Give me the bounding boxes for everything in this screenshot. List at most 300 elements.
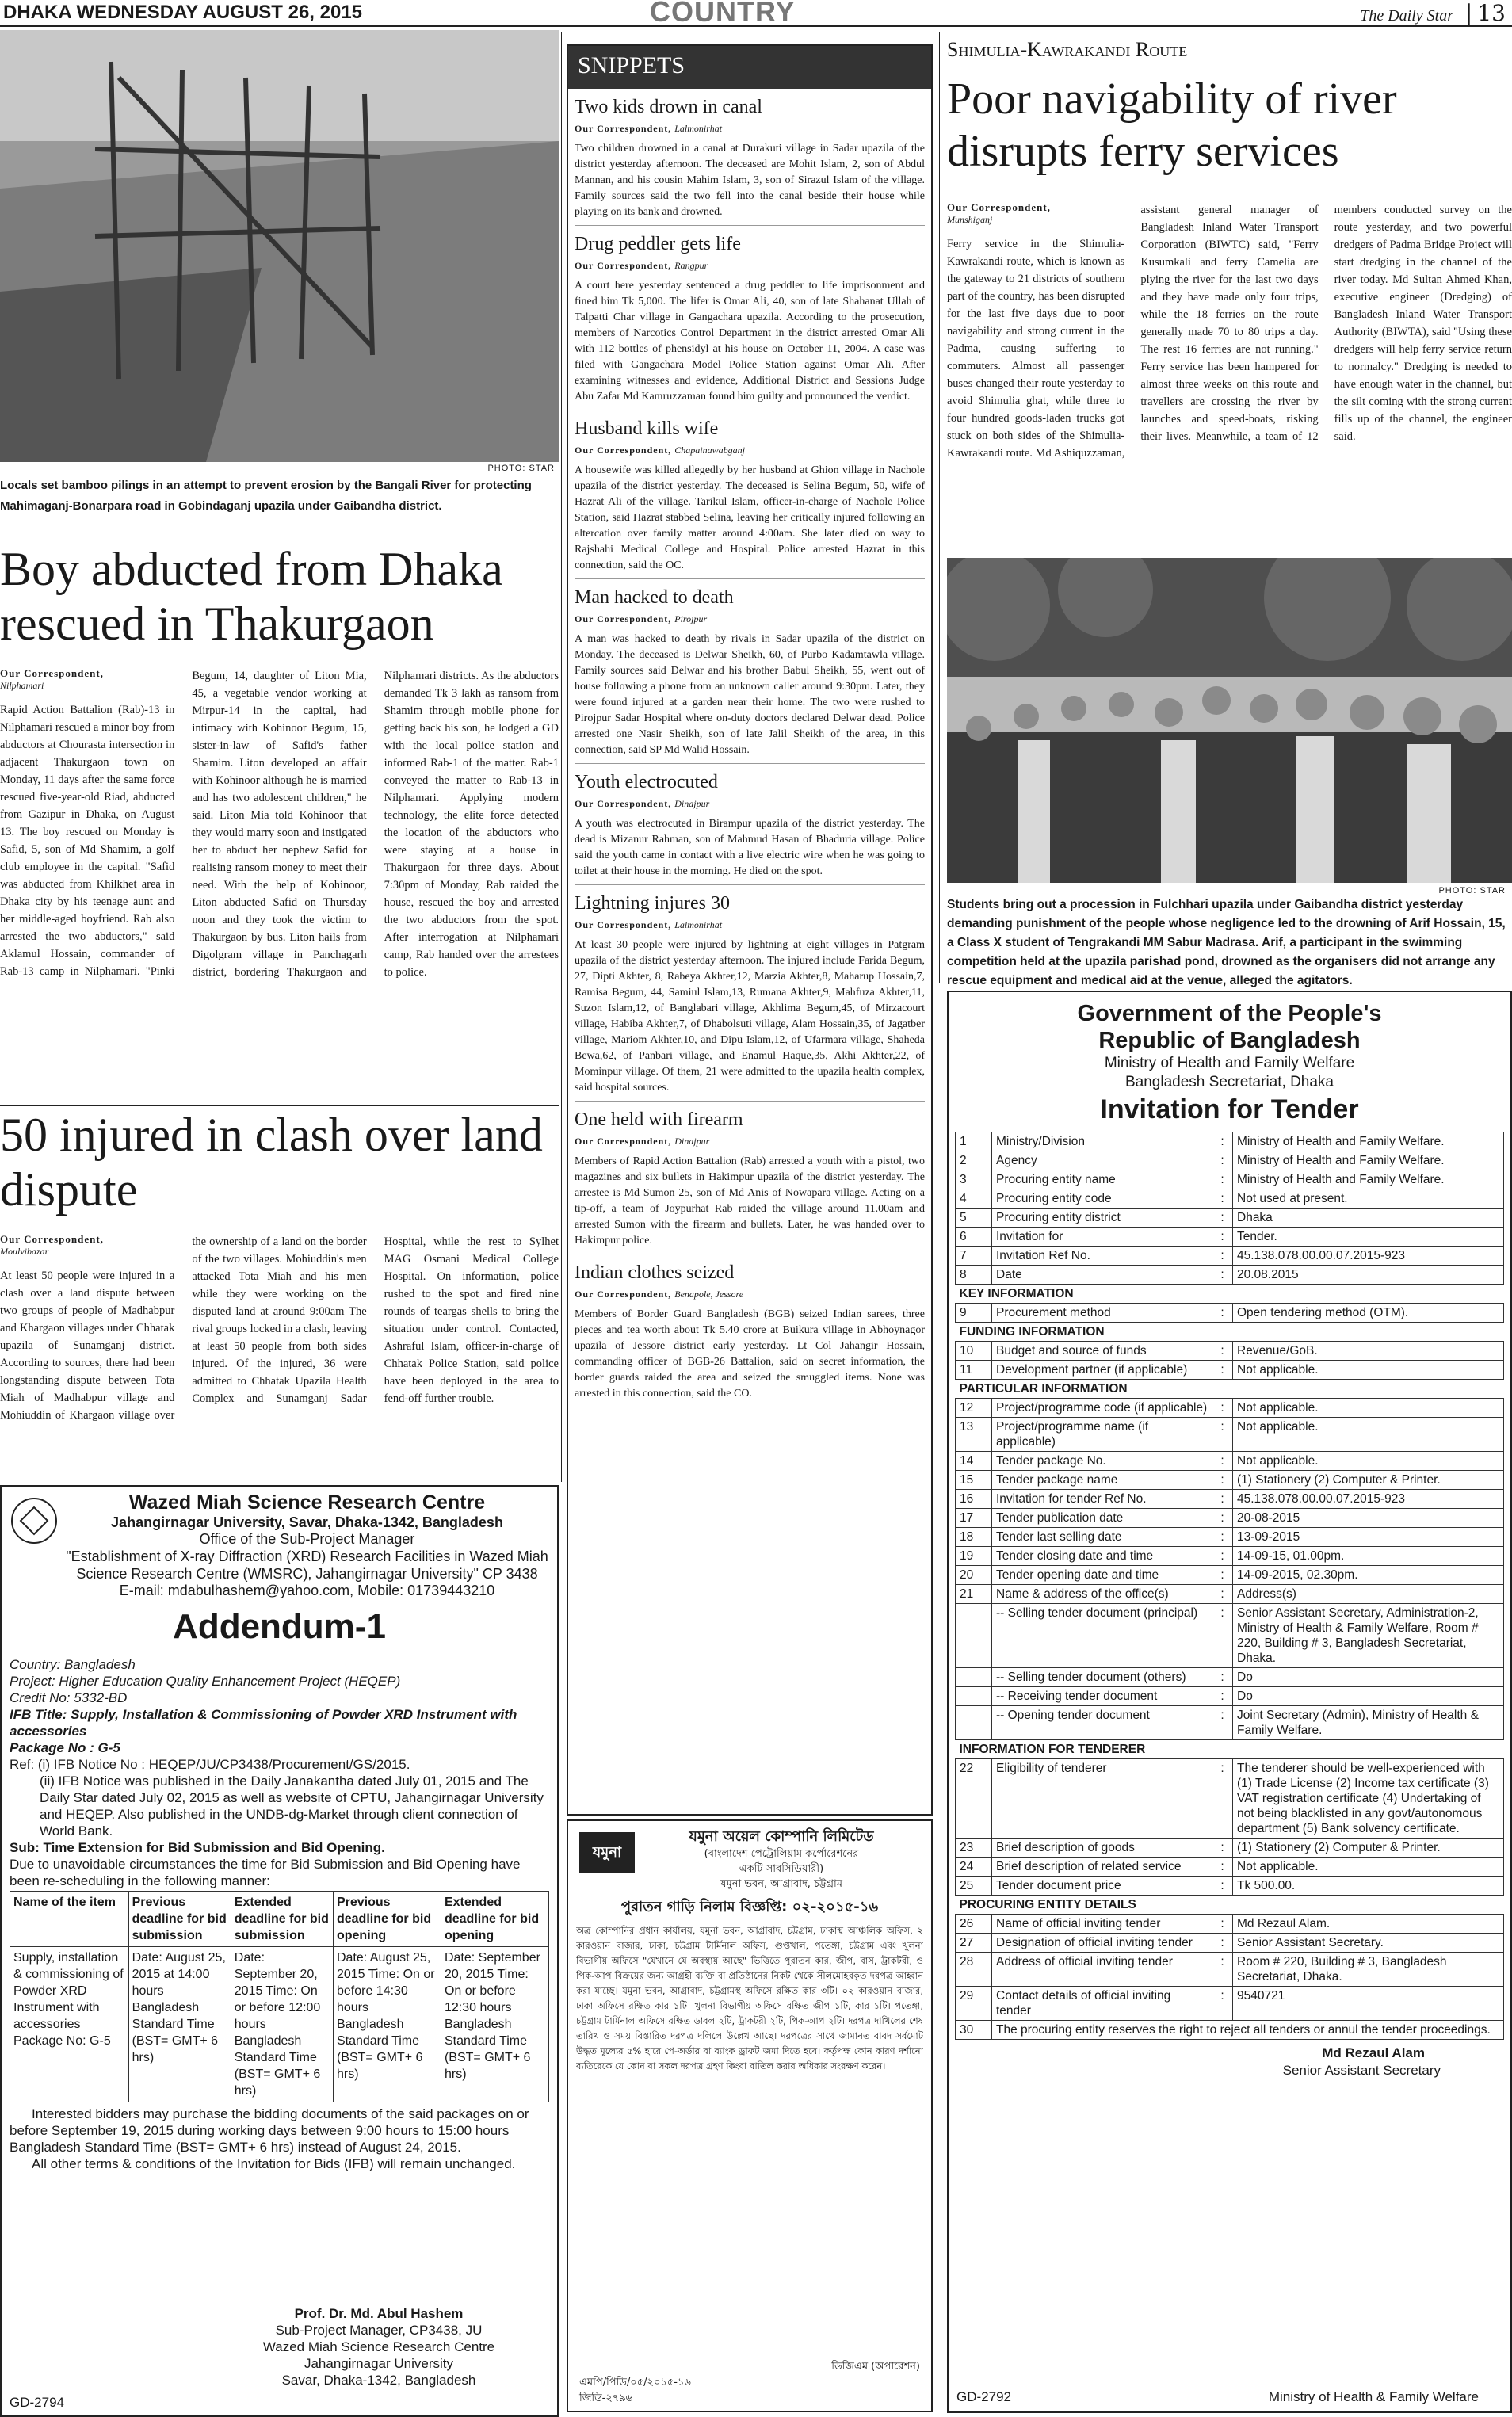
row-value: Tender.	[1233, 1228, 1504, 1247]
erosion-photo	[0, 30, 559, 462]
row-num: 26	[956, 1915, 992, 1934]
snippet-item	[575, 893, 925, 1102]
row-colon: :	[1212, 1471, 1233, 1490]
ad-note1: Interested bidders may purchase the bidding documents of the said packages on or before September 19, 2015 during working days between 9:00 hours to 15:00 hours Bangladesh Standard Time (BST= GMT+ 6 hrs) instead of August 24, 2015.	[10, 2106, 529, 2155]
row-value: 9540721	[1233, 1987, 1504, 2021]
jamuna-sub1: (বাংলাদেশ পেট্রোলিয়াম কর্পোরেশনের	[704, 1848, 859, 1860]
snippet-item	[575, 1109, 925, 1254]
row-colon: :	[1212, 1585, 1233, 1604]
row-key: Date	[992, 1266, 1212, 1285]
tender-row	[956, 1132, 1504, 1151]
row-key: Procuring entity name	[992, 1170, 1212, 1189]
row-num: 19	[956, 1547, 992, 1566]
byline: Our Correspondent,	[0, 667, 104, 679]
tender-table	[955, 1132, 1504, 2040]
snippet-by: Our Correspondent,	[575, 798, 672, 809]
tender-row	[956, 1189, 1504, 1208]
row-num: 5	[956, 1208, 992, 1228]
ad-project-name: Project: Higher Education Quality Enhancement Project (HEQEP)	[10, 1674, 401, 1689]
story-text: At least 50 people were injured in a clash over a land dispute between two groups of people of Madhabpur and Khargaon villages under Chhatak upazila of Sunamganj district. According to sources, there had been longstanding dispute between Tota Miah of Madhabpur village and Mohiuddin of Khargaon village over the ownership of a land on the border of the two villages. Mohiuddin's men attacked Tota Miah and his men while they were working on the disputed land at around 9:00am The rival groups locked in a clash, leaving at least 50 people from both sides injured. Of the injured, 36 were admitted to Chhatak Upazila Health Complex and Sunamganj Sadar Hospital, while the rest to Sylhet MAG Osmani Medical College Hospital. On information, police rushed to the spot and fired nine rounds of teargas shells to bring the situation under control. Contacted, Ashraful Islam, officer-in-charge of Chhatak Police Station, said police have been deployed in the area to fend-off further trouble.	[0, 1235, 559, 1422]
row-colon: :	[1212, 1361, 1233, 1380]
masthead	[0, 0, 1512, 27]
row-colon: :	[1212, 1151, 1233, 1170]
ad-package: Package No : G-5	[10, 1740, 120, 1755]
row-colon: :	[1212, 1566, 1233, 1585]
row-num: 25	[956, 1877, 992, 1896]
tender-row	[956, 1471, 1504, 1490]
row-value: Dhaka	[1233, 1208, 1504, 1228]
snippet-text: Members of Rapid Action Battalion (Rab) arrested a youth with a pistol, two magazines and six bullets in Hakimpur upazila of the district yesterday. The arrestee is Md Sumon 25, son of Md Anis of Nowapara village. Acting on a tip-off, a team of Joypurhat Rab raided the village around 11.00am and arrested Sumon with the firearm and bullets. Later, he was handed over to Hakimpur police.	[575, 1154, 925, 1254]
photo2-credit: PHOTO: STAR	[1438, 886, 1506, 895]
snippet-title: Drug peddler gets life	[575, 234, 741, 254]
row-value: Not applicable.	[1233, 1399, 1504, 1418]
tender-row	[956, 1547, 1504, 1566]
headline-boy-abducted: Boy abducted from Dhaka rescued in Thakurgaon	[0, 543, 503, 650]
ad-credit: Credit No: 5332-BD	[10, 1690, 128, 1705]
row-colon: :	[1212, 1706, 1233, 1740]
td-prev-opening: Date: August 25, 2015 Time: On or before 14:30 hours Bangladesh Standard Time (BST= GMT+ 6 hrs)	[333, 1947, 441, 2102]
row-num: 24	[956, 1858, 992, 1877]
snippet-byline	[575, 919, 925, 931]
snippet-text: Members of Border Guard Bangladesh (BGB) seized Indian sarees, three pieces and tea worth about Tk 5.40 crore at Buikura village in Abhoynagor upazila of Jessore district early yesterday. Lt Col Jahangir Hossain, commanding officer of BGB-26 Battalion, said on secret information, the border guards raided the area and seized the smuggled items. None was arrested in this connection, said the CO.	[575, 1307, 925, 1407]
tender-row	[956, 1266, 1504, 1285]
snippet-title: Two kids drown in canal	[575, 97, 762, 117]
sign-line3: Jahangirnagar University	[304, 2356, 454, 2371]
tender-row	[956, 1566, 1504, 1585]
snippet-item	[575, 1262, 925, 1407]
tender-row	[956, 1208, 1504, 1228]
row-key: Project/programme name (if applicable)	[992, 1418, 1212, 1452]
row-value: Do	[1233, 1687, 1504, 1706]
tender-row	[956, 1706, 1504, 1740]
row-value: Not applicable.	[1233, 1452, 1504, 1471]
tender-row	[956, 1342, 1504, 1361]
tender-row	[956, 1247, 1504, 1266]
sign-line1: Sub-Project Manager, CP3438, JU	[275, 2323, 483, 2338]
row-key: Development partner (if applicable)	[992, 1361, 1212, 1380]
row-value: Joint Secretary (Admin), Ministry of Health & Family Welfare.	[1233, 1706, 1504, 1740]
row-num	[956, 1604, 992, 1668]
row-key: Budget and source of funds	[992, 1342, 1212, 1361]
snippet-byline	[575, 1289, 925, 1300]
deadline-table	[10, 1891, 549, 2102]
row-key: Agency	[992, 1151, 1212, 1170]
row-key: Invitation for tender Ref No.	[992, 1490, 1212, 1509]
tender-row	[956, 1759, 1504, 1839]
row-colon: :	[1212, 1490, 1233, 1509]
row-value: (1) Stationery (2) Computer & Printer.	[1233, 1839, 1504, 1858]
snippet-by: Our Correspondent,	[575, 919, 672, 930]
ad-org: Wazed Miah Science Research Centre	[128, 1491, 486, 1514]
snippet-text: A youth was electrocuted in Birampur upazila of the district yesterday. The dead is Mizanur Rahman, son of Mahmud Hasan of Bhaduria village. Police said the youth came in contact with a live electric wire when he was going to toilet at their house in the morning. He died on the spot.	[575, 816, 925, 885]
row-key: Tender publication date	[992, 1509, 1212, 1528]
photo1-credit: PHOTO: STAR	[487, 464, 555, 473]
snippet-list	[575, 97, 925, 1407]
row-num	[956, 1706, 992, 1740]
gov-ministry: Ministry of Health and Family Welfare	[1104, 1055, 1355, 1071]
row-num: 29	[956, 1987, 992, 2021]
snippet-byline	[575, 1136, 925, 1147]
row-value: Not used at present.	[1233, 1189, 1504, 1208]
th-ext-submission: Extended deadline for bid submission	[231, 1892, 333, 1947]
row-num: 21	[956, 1585, 992, 1604]
ad-ref1: Ref: (i) IFB Notice No : HEQEP/JU/CP3438/Procurement/GS/2015.	[10, 1757, 410, 1772]
story-clash	[0, 1233, 559, 1480]
gov-title1: Government of the People's	[1077, 1001, 1382, 1026]
procession-photo	[947, 558, 1512, 883]
tender-row	[956, 1528, 1504, 1547]
row-colon: :	[1212, 1266, 1233, 1285]
tender-section-row	[956, 1323, 1504, 1342]
gov-title2: Republic of Bangladesh	[1098, 1028, 1361, 1053]
snippet-place: Chapainawabganj	[674, 445, 745, 456]
snippet-title: Husband kills wife	[575, 418, 719, 439]
tender-row	[956, 1934, 1504, 1953]
row-key: Brief description of related service	[992, 1858, 1212, 1877]
row-colon: :	[1212, 1452, 1233, 1471]
row-colon: :	[1212, 1208, 1233, 1228]
row-colon: :	[1212, 1687, 1233, 1706]
row-colon: :	[1212, 1858, 1233, 1877]
row-value: Senior Assistant Secretary, Administration-2, Ministry of Health & Family Welfare, Room # 220, Building # 3, Bangladesh Secretariat, Dhaka.	[1233, 1604, 1504, 1668]
snippet-item	[575, 234, 925, 410]
snippet-by: Our Correspondent,	[575, 123, 672, 134]
tender-row	[956, 1509, 1504, 1528]
gov-sign-name: Md Rezaul Alam	[1322, 2045, 1425, 2060]
td-ext-submission: Date: September 20, 2015 Time: On or before 12:00 hours Bangladesh Standard Time (BST= GMT+ 6 hrs)	[231, 1947, 333, 2102]
row-num: 16	[956, 1490, 992, 1509]
photo2-caption: Students bring out a procession in Fulchhari upazila under Gaibandha district yesterday demanding punishment of the people whose negligence led to the drowning of Arif Hossain, 15, a Class X student of Tengrakandi MM Sabur Madrasa. Arif, a participant in the swimming competition held at the upazila parishad pond, drowned as the organisers did not arrange any rescue equipment and medical aid at the venue, alleged the agitators.	[947, 898, 1506, 987]
row-value: Tk 500.00.	[1233, 1877, 1504, 1896]
tender-section-row	[956, 1380, 1504, 1399]
snippet-item	[575, 418, 925, 579]
row-colon: :	[1212, 1953, 1233, 1987]
snippet-place: Dinajpur	[674, 798, 710, 809]
ad-address: Jahangirnagar University, Savar, Dhaka-1342, Bangladesh	[111, 1514, 503, 1530]
story-boy-abducted	[0, 667, 559, 1102]
row-num: 13	[956, 1418, 992, 1452]
row-key: Tender opening date and time	[992, 1566, 1212, 1585]
tender-row	[956, 1839, 1504, 1858]
row-num: 14	[956, 1452, 992, 1471]
snippet-byline	[575, 613, 925, 625]
snippet-byline	[575, 798, 925, 810]
snippet-title: Lightning injures 30	[575, 893, 730, 914]
snippet-title: Youth electrocuted	[575, 772, 718, 792]
row-colon: :	[1212, 1399, 1233, 1418]
row-value: Do	[1233, 1668, 1504, 1687]
row-colon: :	[1212, 1987, 1233, 2021]
ad-project: "Establishment of X-ray Diffraction (XRD) Research Facilities in Wazed Miah Science Research Centre (WMSRC), Jahangirnagar University" CP 3438	[66, 1548, 548, 1582]
row-key: Address of official inviting tender	[992, 1953, 1212, 1987]
row-colon: :	[1212, 1189, 1233, 1208]
headline-ferry: Poor navigability of river disrupts ferry services	[947, 74, 1397, 176]
row-num: 7	[956, 1247, 992, 1266]
byline: Our Correspondent,	[947, 201, 1051, 213]
jamuna-name: যমুনা অয়েল কোম্পানি লিমিটেড	[689, 1828, 874, 1845]
td-item: Supply, installation & commissioning of Powder XRD Instrument with accessories Package No: G-5	[10, 1947, 129, 2102]
gov-sign-ministry: Ministry of Health & Family Welfare	[1268, 2389, 1479, 2404]
row-value: 20.08.2015	[1233, 1266, 1504, 1285]
jamuna-ref: এমপি/পিডি/০৫/২০১৫-১৬	[579, 2377, 691, 2388]
snippet-by: Our Correspondent,	[575, 1136, 672, 1147]
snippets-box	[567, 44, 933, 1816]
row-num	[956, 1668, 992, 1687]
jamuna-logo-icon: যমুনা	[579, 1832, 635, 1873]
ad-wazed-addendum	[0, 1485, 559, 2417]
row-num: 8	[956, 1266, 992, 1285]
gov-secretariat: Bangladesh Secretariat, Dhaka	[1125, 1074, 1334, 1090]
tender-row	[956, 1585, 1504, 1604]
snippet-by: Our Correspondent,	[575, 613, 672, 624]
row-value: Ministry of Health and Family Welfare.	[1233, 1170, 1504, 1189]
row-key: Name & address of the office(s)	[992, 1585, 1212, 1604]
row-key: Tender closing date and time	[992, 1547, 1212, 1566]
row-num: 6	[956, 1228, 992, 1247]
row-value: Md Rezaul Alam.	[1233, 1915, 1504, 1934]
snippet-place: Rangpur	[674, 260, 708, 271]
headline-clash: 50 injured in clash over land dispute	[0, 1109, 543, 1216]
section-label: KEY INFORMATION	[956, 1285, 1504, 1304]
ad-email: E-mail: mdabulhashem@yahoo.com, Mobile: 01739443210	[119, 1583, 495, 1598]
tender-section-row	[956, 1740, 1504, 1759]
row-colon: :	[1212, 1759, 1233, 1839]
university-seal-icon	[11, 1498, 57, 1544]
row-num: 22	[956, 1759, 992, 1839]
gov-gd: GD-2792	[956, 2389, 1011, 2404]
row-value: 14-09-2015, 02.30pm.	[1233, 1566, 1504, 1585]
ad-country: Country: Bangladesh	[10, 1657, 136, 1672]
ad-ifb: IFB Title: Supply, Installation & Commissioning of Powder XRD Instrument with accessories	[10, 1707, 517, 1739]
row-colon: :	[1212, 1604, 1233, 1668]
tender-row	[956, 1452, 1504, 1471]
sign-line2: Wazed Miah Science Research Centre	[262, 2339, 495, 2354]
snippet-title: One held with firearm	[575, 1109, 743, 1130]
row-value: Revenue/GoB.	[1233, 1342, 1504, 1361]
jamuna-title: পুরাতন গাড়ি নিলাম বিজ্ঞপ্তি: ০২-২০১৫-১৬	[620, 1899, 879, 1915]
sign-name: Prof. Dr. Md. Abul Hashem	[294, 2306, 464, 2321]
th-prev-opening: Previous deadline for bid opening	[333, 1892, 441, 1947]
th-item: Name of the item	[10, 1892, 129, 1947]
th-prev-submission: Previous deadline for bid submission	[128, 1892, 231, 1947]
snippet-place: Lalmonirhat	[674, 919, 723, 930]
section-label: FUNDING INFORMATION	[956, 1323, 1504, 1342]
row-num: 23	[956, 1839, 992, 1858]
tender-row	[956, 1687, 1504, 1706]
tender-row	[956, 1953, 1504, 1987]
row-key: Name of official inviting tender	[992, 1915, 1212, 1934]
gd-code: GD-2794	[10, 2395, 64, 2410]
dateline: DHAKA WEDNESDAY AUGUST 26, 2015	[3, 2, 363, 23]
ad-sub: Sub: Time Extension for Bid Submission and Bid Opening.	[10, 1840, 385, 1855]
row-colon: :	[1212, 1170, 1233, 1189]
row-colon: :	[1212, 1418, 1233, 1452]
snippet-text: A man was hacked to death by rivals in Sadar upazila of the district on Monday. The deceased is Delwar Sheikh, 60, of Purbo Kadamtawla village. Family sources said Delwar and his brother Babul Sheikh, 55, went out of house following a phone from an unknown caller around 9:30pm. Later, they were found injured at a garden near their home. The two were rushed to Pirojpur Sadar Hospital where on-duty doctors declared Delwar dead. Police arrested one Nasir Sheikh, son of late Jalil Sheikh of the area, in this connection, said SP Md Walid Hossain.	[575, 632, 925, 764]
photo1-caption: Locals set bamboo pilings in an attempt to prevent erosion by the Bangali River for protecting Mahimaganj-Bonarpara road in Gobindaganj upazila under Gaibandha district.	[0, 479, 532, 513]
row-value: Ministry of Health and Family Welfare.	[1233, 1132, 1504, 1151]
tender-row	[956, 1304, 1504, 1323]
tender-row	[956, 1987, 1504, 2021]
row-num: 28	[956, 1953, 992, 1987]
snippet-byline	[575, 445, 925, 456]
row-value: Ministry of Health and Family Welfare.	[1233, 1151, 1504, 1170]
dateline-place: Nilphamari	[0, 680, 44, 691]
section-label: PARTICULAR INFORMATION	[956, 1380, 1504, 1399]
row-key: Tender document price	[992, 1877, 1212, 1896]
row-key: Eligibility of tenderer	[992, 1759, 1212, 1839]
story-ferry	[947, 201, 1512, 550]
snippet-item	[575, 587, 925, 764]
row-key: Tender package No.	[992, 1452, 1212, 1471]
tender-row	[956, 1399, 1504, 1418]
row-key: Tender last selling date	[992, 1528, 1212, 1547]
row-value: 14-09-15, 01.00pm.	[1233, 1547, 1504, 1566]
row-colon: :	[1212, 1132, 1233, 1151]
row-value: Not applicable.	[1233, 1361, 1504, 1380]
row-colon: :	[1212, 1528, 1233, 1547]
row-value: Open tendering method (OTM).	[1233, 1304, 1504, 1323]
gov-sign-title: Senior Assistant Secretary	[1282, 2063, 1441, 2078]
row-num: 1	[956, 1132, 992, 1151]
jamuna-body: অত্র কোম্পানির প্রধান কার্যালয়, যমুনা ভবন, আগ্রাবাদ, চট্টগ্রাম, ঢাকাস্থ আঞ্চলিক অফিস, ২ কারওয়ান বাজার, ঢাকা, চট্টগ্রাম টার্মিনাল অফিস, গুপ্তখাল, পতেঙ্গা, চট্টগ্রাম এবং খুলনা বিভাগীয় অফিসে "যেখানে যে অবস্থায় আছে" ভিত্তিতে পুরাতন কার, জীপ, বাস, ট্রাকটরী, ও পিক-আপ বিক্রয়ের জন্য আগ্রহী ব্যক্তি বা প্রতিষ্ঠানের নিকট থেকে সীলমোহরকৃত দরপত্র আহ্বান করা যাচ্ছে। যমুনা ভবন, আগ্রাবাদ, চট্টগ্রামস্থ অফিসে রক্ষিত কার ৩টি। ০২ কারওয়ান বাজার, ঢাকা অফিসে রক্ষিত কার ১টি। খুলনা বিভাগীয় অফিসে রক্ষিত জীপ ১টি, কার ১টি। পতেঙ্গা, চট্টগ্রাম টার্মিনাল অফিসে রক্ষিত ডাবল ২টি, ট্রাকটরী ২টি, পিক-আপ ২টি। দরপত্র দাখিলের শেষ তারিখ ও সময় বিস্তারিত দরপত্র দলিলে উল্লেখ আছে। দরপত্রের সাথে জামানত বাবদ সর্বমোট উদ্ধৃত মূল্যের ৫% হারে পে-অর্ডার বা ব্যাংক ড্রাফট জমা দিতে হবে। কর্তৃপক্ষ কোন কারণ দর্শানো ব্যতিরেকে যে কোন বা সকল দরপত্র গ্রহণ কিংবা বাতিল করার অধিকার সংরক্ষণ করেন।	[576, 1925, 923, 2071]
snippet-place: Lalmonirhat	[674, 123, 723, 134]
row-colon: :	[1212, 1247, 1233, 1266]
row-num: 11	[956, 1361, 992, 1380]
tender-row	[956, 1151, 1504, 1170]
snippet-by: Our Correspondent,	[575, 260, 672, 271]
ad-gov-tender	[947, 991, 1512, 2413]
row-num: 15	[956, 1471, 992, 1490]
row-value: Senior Assistant Secretary.	[1233, 1934, 1504, 1953]
byline: Our Correspondent,	[0, 1233, 104, 1245]
snippet-place: Benapole, Jessore	[674, 1289, 744, 1300]
row-key: Procuring entity district	[992, 1208, 1212, 1228]
tender-row	[956, 1490, 1504, 1509]
row-colon: :	[1212, 1304, 1233, 1323]
tender-row	[956, 1418, 1504, 1452]
row-key: Project/programme code (if applicable)	[992, 1399, 1212, 1418]
row-num: 2	[956, 1151, 992, 1170]
row-key: Procurement method	[992, 1304, 1212, 1323]
row-key: -- Receiving tender document	[992, 1687, 1212, 1706]
th-ext-opening: Extended deadline for bid opening	[441, 1892, 548, 1947]
row-num	[956, 1687, 992, 1706]
row-key: Procuring entity code	[992, 1189, 1212, 1208]
snippet-title: Man hacked to death	[575, 587, 734, 608]
row-num: 10	[956, 1342, 992, 1361]
row-key: Ministry/Division	[992, 1132, 1212, 1151]
row-value: Not applicable.	[1233, 1858, 1504, 1877]
row-colon: :	[1212, 1668, 1233, 1687]
row-key: Tender package name	[992, 1471, 1212, 1490]
row30-text: The procuring entity reserves the right to reject all tenders or annul the tender proceedings.	[992, 2021, 1504, 2040]
snippet-text: At least 30 people were injured by lightning at eight villages in Patgram upazila of the district yesterday afternoon. The injured include Farida Begum, 27, Dipti Akhter, 8, Rabeya Akhter,12, Marzia Akhter,8, Maharup Hossain,7, Ramisa Begum, 44, Samiul Islam,13, Rumana Akhter,9, Mahfuza Akhter,11, Suzon Islam,12, of Banglabari village, Akhlima Begum,45, of Mirzacourt village, Habiba Akhter,7, of Dhabolsuti village, Alam Hossain,35, of Jagatber village, Mariom Akhter,10, and Dipu Islam,12, of Ufarmara village, Shaheda Bewa,62, of Panbari village, and Enamul Haque,35, Akhi Akhter,22, of Mominpur village. Of them, 21 were admitted to the upazila health complex, said hospital sources.	[575, 937, 925, 1102]
row-key: Designation of official inviting tender	[992, 1934, 1212, 1953]
row-key: Invitation for	[992, 1228, 1212, 1247]
jamuna-gd: জিডি-২৭৯৬	[579, 2392, 633, 2404]
row-num: 12	[956, 1399, 992, 1418]
sign-line4: Savar, Dhaka-1342, Bangladesh	[281, 2373, 476, 2388]
ad-ref2: (ii) IFB Notice was published in the Daily Janakantha dated July 01, 2015 and The Daily Star dated July 02, 2015 as well as website of CPTU, Jahangirnagar University and HEQEP. Also published in the UNDB-dg-Market through client connection of World Bank.	[40, 1774, 544, 1839]
row-num: 20	[956, 1566, 992, 1585]
row-value: 20-08-2015	[1233, 1509, 1504, 1528]
row-value: Not applicable.	[1233, 1418, 1504, 1452]
jamuna-addr: যমুনা ভবন, আগ্রাবাদ, চট্টগ্রাম	[720, 1878, 843, 1890]
row-colon: :	[1212, 1342, 1233, 1361]
story-text: Ferry service in the Shimulia-Kawrakandi route, which is known as the gateway to 21 districts of southern part of the country, has been disrupted for the last five days due to poor navigability and strong current in the Padma, causing suffering to commuters. Almost all passenger buses changed their route yesterday to avoid Shimulia ghat, while three to four hundred goods-laden trucks got stuck on both sides of the Shimulia-Kawrakandi route. Md Ashiquzzaman, assistant general manager of Bangladesh Inland Water Transport Corporation (BIWTC) said, "Ferry Kusumkali and ferry Camelia are plying the river for the last two days and they have made only four trips, while the 18 ferries on the route generally made 70 to 80 trips a day. The rest 16 ferries are not running." Ferry service has been hampered for almost three weeks on this route and travellers are crossing the river by launches and speed-boats, risking their lives. Meanwhile, a team of 12 members conducted survey on the route yesterday, and two powerful dredgers of Padma Bridge Project will start dredging in the channel of the river today. Md Sultan Ahmed Khan, executive engineer (Dredging) of Bangladesh Inland Water Transport Authority (BIWTA), said "Using these dredgers will help ferry service return to normalcy." Dredging is needed to have enough water in the channel, but the silt coming with the strong current fills up of the channel, the engineer said.	[947, 204, 1512, 460]
story-text: Rapid Action Battalion (Rab)-13 in Nilphamari rescued a minor boy from abductors at Chourasta intersection in adjacent Thakurgaon town on Monday, 11 days after the same force rescued five-year-old Riad, abducted from Gazipur in Dhaka, on August 13. The boy rescued on Monday is Safid, 5, son of Md Shamim, a golf club employee in the capital. "Safid was abducted from Khilkhet area in Dhaka city by his teenage aunt and her middle-aged boyfriend. Rab also arrested the two abductors," said Aklamul Hossain, commander of Rab-13 camp in Nilphamari. "Pinki Begum, 14, daughter of Liton Mia, 45, a vegetable vendor working at Mirpur-14 in the capital, had intimacy with Kohinoor Begum, 15, sister-in-law of Safid's father Shamim. Liton developed an affair with Kohinoor although he is married and has two adolescent children," he said. Liton Mia told Kohinoor that they would marry soon and instigated her to abduct her nephew Safid for realising ransom money to meet their need. With the help of Kohinoor, Liton abducted Safid on Thursday noon and they took the victim to Thakurgaon by bus. Liton hails from Digolgram village in Panchagarh district, bordering Thakurgaon and Nilphamari districts. As the abductors demanded Tk 3 lakh as ransom from Shamim through mobile phone for getting back his son, he lodged a GD with the local police station and informed Rab-1 of the matter. Rab-1 conveyed the matter to Rab-13 in Nilphamari. Applying modern technology, the elite force detected the location of the abductors who were staying at a house in Thakurgaon for three days. About 7:30pm of Monday, Rab raided the house, rescued the boy and arrested the two abductors from the spot. After interrogation at Nilphamari camp, Rab handed over the arrestees to police.	[0, 670, 559, 979]
tender-row	[956, 1170, 1504, 1189]
td-ext-opening: Date: September 20, 2015 Time: On or before 12:30 hours Bangladesh Standard Time (BST= GMT+ 6 hrs)	[441, 1947, 548, 2102]
snippet-text: A housewife was killed allegedly by her husband at Ghion village in Nachole upazila of the district yesterday. The deceased is Selina Begum, 50, wife of Hazrat Ali of the village. Tarikul Islam, officer-in-charge of Nachole Police Station, said Hazrat stabbed Selina, leaving her critically injured following an altercation over family matter around 4:00am. She later died on way to Rajshahi Medical College and Hospital. Police arrested Hazrat in this connection, said the OC.	[575, 463, 925, 579]
snippet-byline	[575, 123, 925, 135]
row-colon: :	[1212, 1915, 1233, 1934]
row-num: 27	[956, 1934, 992, 1953]
row-num: 3	[956, 1170, 992, 1189]
row-value: 13-09-2015	[1233, 1528, 1504, 1547]
snippet-title: Indian clothes seized	[575, 1262, 735, 1283]
tender-row	[956, 1604, 1504, 1668]
row-colon: :	[1212, 1228, 1233, 1247]
snippets-header: SNIPPETS	[568, 46, 931, 89]
snippet-item	[575, 97, 925, 226]
tender-row	[956, 1915, 1504, 1934]
dateline-place: Munshiganj	[947, 214, 993, 225]
tender-row	[956, 1858, 1504, 1877]
ferry-kicker: Shimulia-Kawrakandi Route	[947, 38, 1188, 61]
row-num: 18	[956, 1528, 992, 1547]
tender-section-row	[956, 1896, 1504, 1915]
tender-section-row	[956, 1285, 1504, 1304]
row-colon: :	[1212, 1839, 1233, 1858]
jamuna-signatory: ডিজিএম (অপারেশন)	[831, 2361, 920, 2373]
ad-office: Office of the Sub-Project Manager	[199, 1531, 415, 1547]
row-value: Room # 220, Building # 3, Bangladesh Secretariat, Dhaka.	[1233, 1953, 1504, 1987]
snippet-by: Our Correspondent,	[575, 445, 672, 456]
row-num: 4	[956, 1189, 992, 1208]
snippet-byline	[575, 260, 925, 272]
row-key: Contact details of official inviting tender	[992, 1987, 1212, 2021]
snippet-item	[575, 772, 925, 885]
row-colon: :	[1212, 1547, 1233, 1566]
tender-row	[956, 1668, 1504, 1687]
tender-row	[956, 1877, 1504, 1896]
row-colon: :	[1212, 1934, 1233, 1953]
snippet-text: Two children drowned in a canal at Durakuti village in Sadar upazila of the district yesterday afternoon. The deceased are Mohit Islam, 2, son of Abdul Mannan, and his cousin Mahim Islam, 3, son of Sirazul Islam of the village. Family sources said the two fell into the canal beside their house while playing on its bank and drowned.	[575, 141, 925, 226]
ad-note2: All other terms & conditions of the Invitation for Bids (IFB) will remain unchanged.	[32, 2156, 516, 2171]
tender-row	[956, 1228, 1504, 1247]
snippet-text: A court here yesterday sentenced a drug peddler to life imprisonment and fined him Tk 5,000. The lifer is Omar Ali, 40, son of late Shahanat Ullah of Talpatti Char village in Gangachara upazila. According to the prosecution, members of Narcotics Control Department in the district arrested Omar Ali with 112 bottles of phensidyl at his house on October 11, 2004. A case was filed with Gangachara Model Police Station against Omar Ali. After examining witnesses and evidence, Additional District and Sessions Judge Abu Zafar Md Kamruzzaman found him guilty and pronounced the verdict.	[575, 278, 925, 410]
section-title: COUNTRY	[650, 0, 796, 28]
row-num: 17	[956, 1509, 992, 1528]
row-num: 9	[956, 1304, 992, 1323]
tender-row	[956, 1361, 1504, 1380]
row-key: Brief description of goods	[992, 1839, 1212, 1858]
ad-due: Due to unavoidable circumstances the time for Bid Submission and Bid Opening have been re-scheduling in the following manner:	[10, 1857, 521, 1888]
row-key: -- Selling tender document (principal)	[992, 1604, 1212, 1668]
row-value: 45.138.078.00.00.07.2015-923	[1233, 1490, 1504, 1509]
snippet-place: Pirojpur	[674, 613, 708, 624]
jamuna-sub2: একটি সাবসিডিয়ারী)	[739, 1863, 824, 1875]
gov-invitation-title: Invitation for Tender	[1100, 1094, 1359, 1124]
ad-jamuna-oil	[567, 1819, 933, 2412]
row-key: -- Opening tender document	[992, 1706, 1212, 1740]
page-number: 13	[1477, 0, 1506, 26]
row-value: Address(s)	[1233, 1585, 1504, 1604]
brand-name: The Daily Star	[1360, 7, 1454, 25]
snippet-by: Our Correspondent,	[575, 1289, 672, 1300]
brand-and-page: The Daily Star | 13	[1360, 0, 1506, 26]
